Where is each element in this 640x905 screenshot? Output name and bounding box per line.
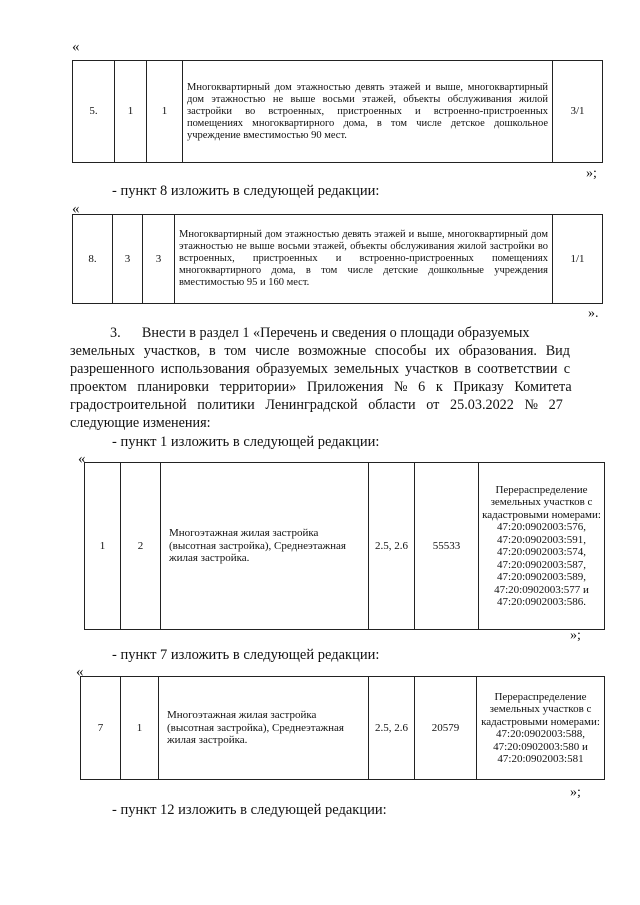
close-quote: »; (570, 785, 581, 800)
cell-number: 5. (73, 61, 115, 163)
table-2 (72, 214, 603, 304)
table-4 (80, 676, 605, 780)
cell-col3: 1 (147, 61, 183, 163)
cell-formation-method: Перераспределение земельных участков с кадастровыми номерами: 47:20:0902003:588, 47:20:0902003:580 и 47:20:0902003:581 (477, 677, 605, 780)
instruction-line: - пункт 8 изложить в следующей редакции: (112, 183, 380, 199)
table-3 (84, 462, 605, 630)
cell-area: 20579 (415, 677, 477, 780)
paragraph-line: проектом планировки территории» Приложения № 6 к Приказу Комитета (70, 379, 572, 395)
cell-number: 1 (85, 463, 121, 630)
cell-use-codes: 2.5, 2.6 (369, 677, 415, 780)
instruction-line: - пункт 7 изложить в следующей редакции: (112, 647, 380, 663)
cell-permitted-use: Многоэтажная жилая застройка (высотная застройка), Среднеэтажная жилая застройка. (161, 463, 369, 630)
cell-use-codes: 2.5, 2.6 (369, 463, 415, 630)
table-row (81, 677, 605, 780)
cell-permitted-use: Многоэтажная жилая застройка (высотная застройка), Среднеэтажная жилая застройка. (159, 677, 369, 780)
cell-col2: 2 (121, 463, 161, 630)
open-quote: « (76, 664, 84, 680)
paragraph-line: 3. Внести в раздел 1 «Перечень и сведения о площади образуемых (110, 325, 530, 341)
instruction-line: - пункт 12 изложить в следующей редакции: (112, 802, 387, 818)
cell-area: 55533 (415, 463, 479, 630)
table-row (73, 61, 603, 163)
cell-formation-method: Перераспределение земельных участков с кадастровыми номерами: 47:20:0902003:576, 47:20:0902003:591, 47:20:0902003:574, 47:20:0902003:587, 47:20:0902003:589, 47:20:0902003:577 и 47:20:0902003:586. (479, 463, 605, 630)
cell-value: 1/1 (553, 215, 603, 304)
paragraph-line: разрешенного использования образуемых земельных участков в соответствии с (70, 361, 570, 377)
close-quote: ». (588, 306, 599, 321)
cell-value: 3/1 (553, 61, 603, 163)
open-quote: « (78, 451, 86, 467)
cell-col2: 3 (113, 215, 143, 304)
table-row (73, 215, 603, 304)
cell-description: Многоквартирный дом этажностью девять этажей и выше, многоквартирный дом этажностью не выше восьми этажей, объекты обслуживания жилой застройки во встроенных, пристроенных и встроенно-пристроенных помещениях многоквартирного дома, в том числе детское дошкольное учреждение вместимостью 90 мест. (183, 61, 553, 163)
open-quote: « (72, 201, 80, 217)
paragraph-line: следующие изменения: (70, 415, 211, 431)
open-quote: « (72, 39, 80, 55)
paragraph-3 (70, 324, 570, 432)
close-quote: »; (570, 628, 581, 643)
cell-col2: 1 (115, 61, 147, 163)
paragraph-line: градостроительной политики Ленинградской области от 25.03.2022 № 27 (70, 397, 563, 413)
instruction-line: - пункт 1 изложить в следующей редакции: (112, 434, 380, 450)
cell-number: 8. (73, 215, 113, 304)
close-quote: »; (586, 166, 597, 181)
cell-number: 7 (81, 677, 121, 780)
table-row (85, 463, 605, 630)
cell-col3: 3 (143, 215, 175, 304)
table-1 (72, 60, 603, 163)
paragraph-line: земельных участков, в том числе возможные способы их образования. Вид (70, 343, 570, 359)
cell-col2: 1 (121, 677, 159, 780)
cell-description: Многоквартирный дом этажностью девять этажей и выше, многоквартирный дом этажностью не выше восьми этажей, объекты обслуживания жилой застройки во встроенных, пристроенных и встроенно-пристроенных помещениях многоквартирного дома, в том числе детские дошкольные учреждения вместимостью 95 и 160 мест. (175, 215, 553, 304)
